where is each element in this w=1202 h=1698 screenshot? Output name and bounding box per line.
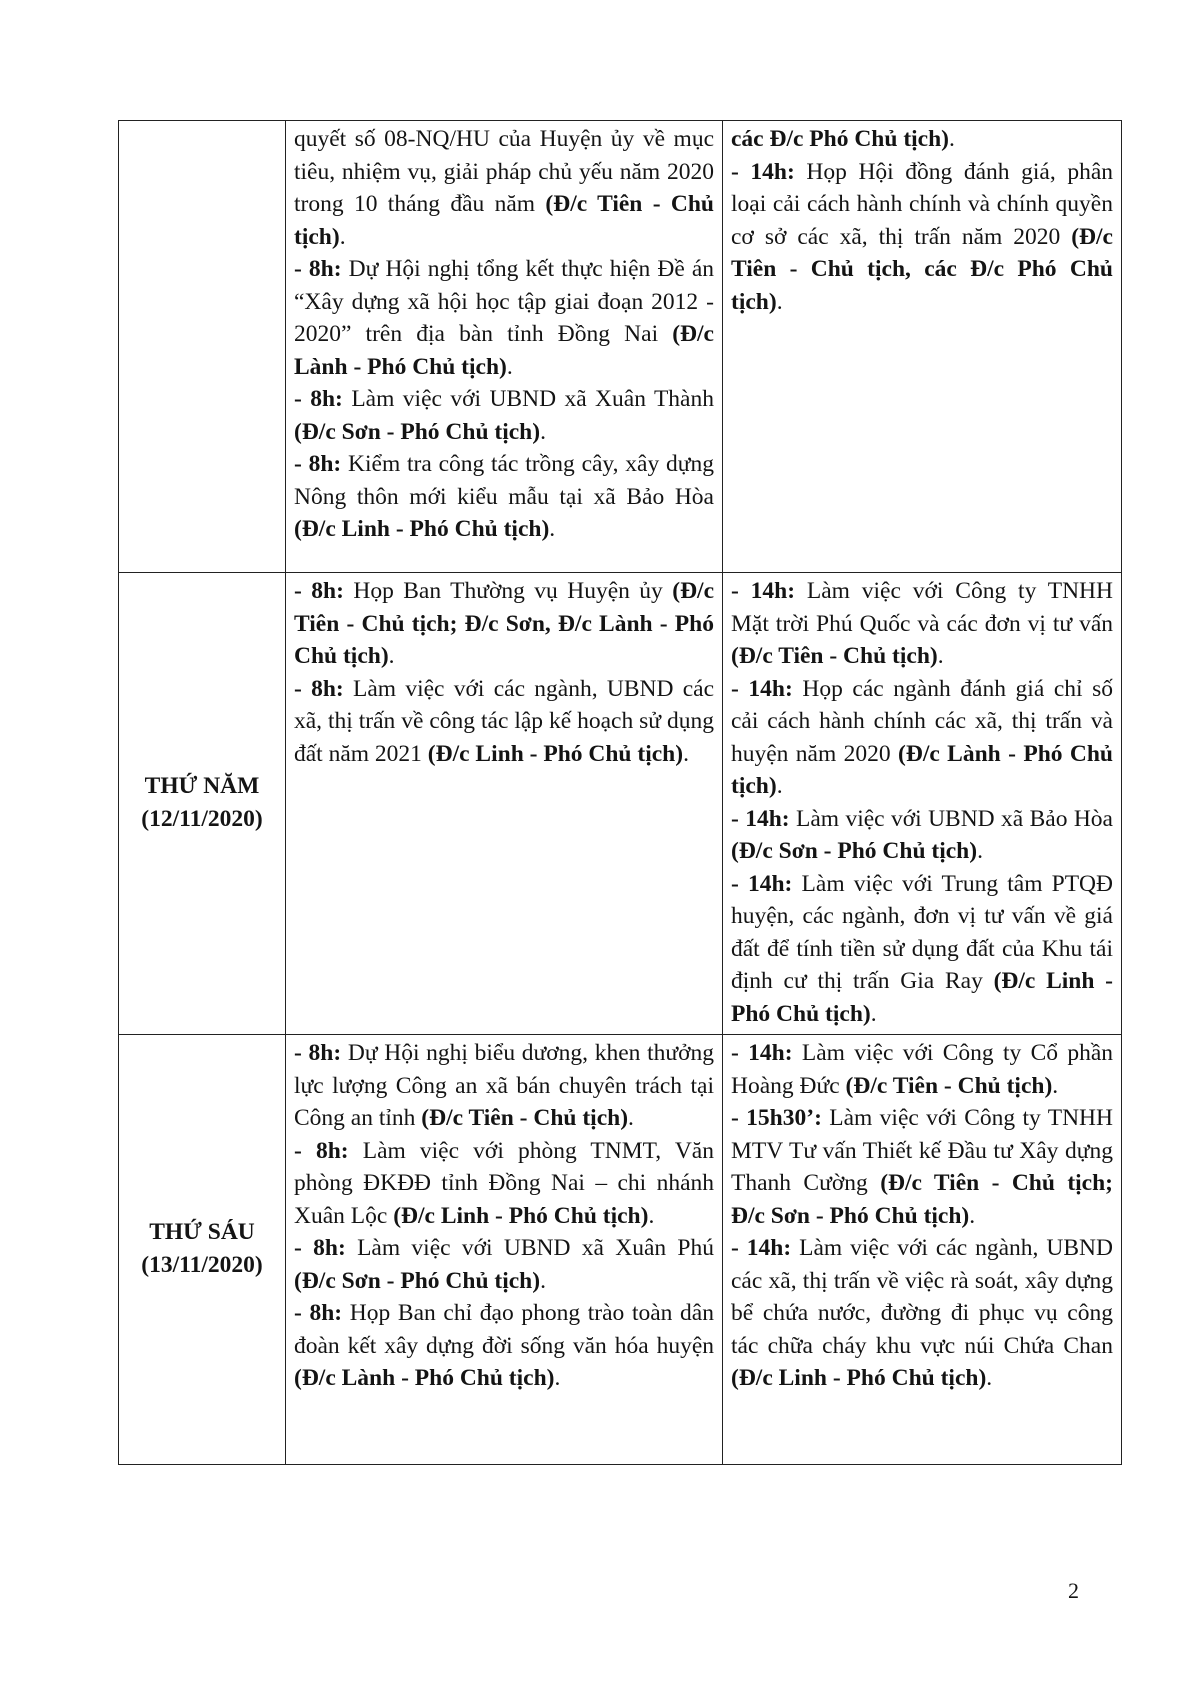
schedule-table-body [119, 121, 1122, 1465]
table-row [119, 1035, 1122, 1465]
entry-time: - 8h: [294, 675, 344, 702]
morning-entry [294, 1037, 714, 1135]
afternoon-entry [731, 803, 1113, 868]
entry-tail: . [554, 1365, 561, 1391]
entry-tail: . [339, 223, 346, 250]
entry-time: - 14h: [731, 805, 790, 832]
morning-cell [286, 121, 723, 573]
morning-entry [294, 448, 714, 546]
entry-time: - 8h: [294, 1137, 349, 1164]
page-number: 2 [1068, 1578, 1079, 1603]
entry-text: Làm việc với các ngành, UBND các xã, thị trấn về việc rà soát, xây dựng bể chứa nước, đường đi phục vụ công tác chữa cháy khu vực núi Chứa Chan [731, 1235, 1113, 1359]
morning-entry [294, 123, 714, 253]
entry-who: (Đ/c Tiên - Chủ tịch; Đ/c Sơn, Đ/c Lành - Phó Chủ tịch) [294, 578, 715, 669]
entry-time: - 14h: [731, 1235, 792, 1261]
entry-text: Họp Hội đồng đánh giá, phân loại cải cách hành chính và chính quyền cơ sở các xã, thị trấn năm 2020 [731, 158, 1113, 250]
entry-text: Họp Ban chỉ đạo phong trào toàn dân đoàn kết xây dựng đời sống văn hóa huyện [294, 1300, 714, 1359]
entry-text: Làm việc với Công ty Cổ phần Hoàng Đức [731, 1040, 1114, 1099]
entry-time: - 8h: [294, 386, 343, 412]
entry-text: Họp các ngành đánh giá chỉ số cải cách hành chính các xã, thị trấn và huyện năm 2020 [731, 675, 1113, 767]
entry-who: (Đ/c Lành - Phó Chủ tịch) [731, 740, 1114, 799]
table-row [119, 121, 1122, 573]
entry-text: Họp Ban Thường vụ Huyện ủy [353, 578, 663, 604]
entry-tail: . [977, 838, 983, 864]
entry-text: quyết số 08-NQ/HU của Huyện ủy về mục tiêu, nhiệm vụ, giải pháp chủ yếu năm 2020 trong 10 tháng đầu năm [294, 126, 714, 217]
entry-text: Làm việc với Công ty TNHH Mặt trời Phú Quốc và các đơn vị tư vấn [731, 578, 1113, 637]
afternoon-entry [731, 673, 1113, 803]
entry-tail: . [388, 643, 395, 669]
entry-time: - 14h: [731, 578, 796, 604]
entry-text: Làm việc với Trung tâm PTQĐ huyện, các ngành, đơn vị tư vấn về giá đất để tính tiền sử dụng đất của Khu tái định cư thị trấn Gia Ray [731, 870, 1113, 994]
entry-who: (Đ/c Linh - Phó Chủ tịch) [393, 1202, 649, 1229]
entry-tail: . [870, 1000, 877, 1027]
day-cell [119, 573, 286, 1035]
entry-time: - 8h: [294, 451, 342, 477]
entry-tail: . [549, 516, 556, 542]
morning-entry [294, 383, 714, 448]
entry-who: (Đ/c Linh - Phó Chủ tịch) [731, 968, 1113, 1027]
day-date: (13/11/2020) [141, 1251, 263, 1278]
day-name: THỨ NĂM [144, 773, 260, 799]
entry-who: (Đ/c Tiên - Chủ tịch) [845, 1072, 1053, 1099]
afternoon-entry [731, 1037, 1113, 1102]
entry-who: (Đ/c Sơn - Phó Chủ tịch) [731, 838, 978, 864]
entry-text: Dự Hội nghị biểu dương, khen thưởng lực lượng Công an xã bán chuyên trách tại Công an tỉnh [294, 1040, 715, 1131]
morning-entry [294, 1135, 714, 1233]
entry-who: (Đ/c Linh - Phó Chủ tịch) [427, 740, 684, 767]
entry-who: (Đ/c Tiên - Chủ tịch; Đ/c Sơn - Phó Chủ tịch) [731, 1170, 1114, 1229]
afternoon-entry [731, 123, 1113, 156]
entry-who: (Đ/c Tiên - Chủ tịch) [294, 191, 714, 250]
entry-time: - 14h: [731, 870, 793, 897]
day-name: THỨ SÁU [149, 1219, 255, 1245]
entry-tail: . [776, 773, 783, 799]
entry-time: - 15h30’: [731, 1105, 822, 1131]
entry-tail: . [683, 740, 689, 767]
entry-tail: . [776, 288, 783, 315]
entry-who: (Đ/c Linh - Phó Chủ tịch) [294, 516, 550, 542]
morning-entry [294, 1297, 714, 1395]
entry-text: Làm việc với các ngành, UBND các xã, thị trấn về công tác lập kế hoạch sử dụng đất năm 2021 [294, 675, 714, 767]
entry-time: - 14h: [731, 675, 793, 702]
afternoon-entry [731, 156, 1113, 319]
morning-cell [286, 1035, 723, 1465]
entry-tail: . [969, 1202, 976, 1229]
day-cell [119, 121, 286, 573]
entry-time: - 8h: [294, 256, 342, 282]
entry-time: - 8h: [294, 1040, 342, 1066]
schedule-table [118, 120, 1122, 1465]
entry-who: (Đ/c Lành - Phó Chủ tịch) [294, 321, 714, 380]
entry-who: (Đ/c Linh - Phó Chủ tịch) [731, 1365, 987, 1391]
afternoon-entry [731, 1102, 1113, 1232]
entry-who: (Đ/c Sơn - Phó Chủ tịch) [294, 418, 541, 445]
entry-tail: . [648, 1202, 655, 1229]
table-row [119, 573, 1122, 1035]
entry-who: (Đ/c Tiên - Chủ tịch, các Đ/c Phó Chủ tịch) [731, 223, 1113, 315]
entry-time: - 14h: [731, 1040, 793, 1066]
entry-tail: . [628, 1105, 634, 1131]
morning-entry [294, 673, 714, 771]
entry-text: Làm việc với UBND xã Xuân Phú [357, 1235, 714, 1261]
morning-entry [294, 575, 714, 673]
entry-text: Làm việc với UBND xã Bảo Hòa [796, 805, 1113, 832]
entry-tail: . [540, 418, 546, 445]
entry-text: Làm việc với phòng TNMT, Văn phòng ĐKĐĐ tỉnh Đồng Nai – chi nhánh Xuân Lộc [294, 1137, 714, 1229]
day-cell [119, 1035, 286, 1465]
entry-time: - 8h: [294, 578, 344, 604]
afternoon-entry [731, 868, 1113, 1031]
afternoon-entry [731, 575, 1113, 673]
entry-time: - 8h: [294, 1235, 346, 1261]
entry-time: - 14h: [731, 158, 795, 185]
entry-tail: . [1052, 1072, 1059, 1099]
entry-who: (Đ/c Tiên - Chủ tịch) [731, 643, 938, 669]
entry-time: - 8h: [294, 1300, 343, 1326]
entry-tail: . [506, 353, 513, 380]
morning-entry [294, 1232, 714, 1297]
morning-entry [294, 253, 714, 383]
entry-text: Làm việc với Công ty TNHH MTV Tư vấn Thiết kế Đầu tư Xây dựng Thanh Cường [731, 1105, 1113, 1196]
entry-tail: . [937, 643, 944, 669]
entry-text: Làm việc với UBND xã Xuân Thành [351, 386, 714, 412]
entry-text: Dự Hội nghị tổng kết thực hiện Đề án “Xây dựng xã hội học tập giai đoạn 2012 - 2020” trên địa bàn tỉnh Đồng Nai [294, 256, 715, 347]
morning-cell [286, 573, 723, 1035]
afternoon-entry [731, 1232, 1113, 1395]
entry-who: (Đ/c Lành - Phó Chủ tịch) [294, 1365, 555, 1391]
afternoon-cell [723, 121, 1122, 573]
entry-who: (Đ/c Tiên - Chủ tịch) [421, 1105, 629, 1131]
entry-tail: . [540, 1267, 546, 1294]
entry-who: (Đ/c Sơn - Phó Chủ tịch) [294, 1267, 541, 1294]
afternoon-cell [723, 573, 1122, 1035]
entry-who: các Đ/c Phó Chủ tịch) [731, 126, 950, 152]
entry-tail: . [986, 1365, 993, 1391]
entry-text: Kiểm tra công tác trồng cây, xây dựng Nông thôn mới kiểu mẫu tại xã Bảo Hòa [294, 451, 714, 510]
afternoon-cell [723, 1035, 1122, 1465]
day-date: (12/11/2020) [141, 805, 263, 832]
entry-tail: . [949, 126, 955, 152]
